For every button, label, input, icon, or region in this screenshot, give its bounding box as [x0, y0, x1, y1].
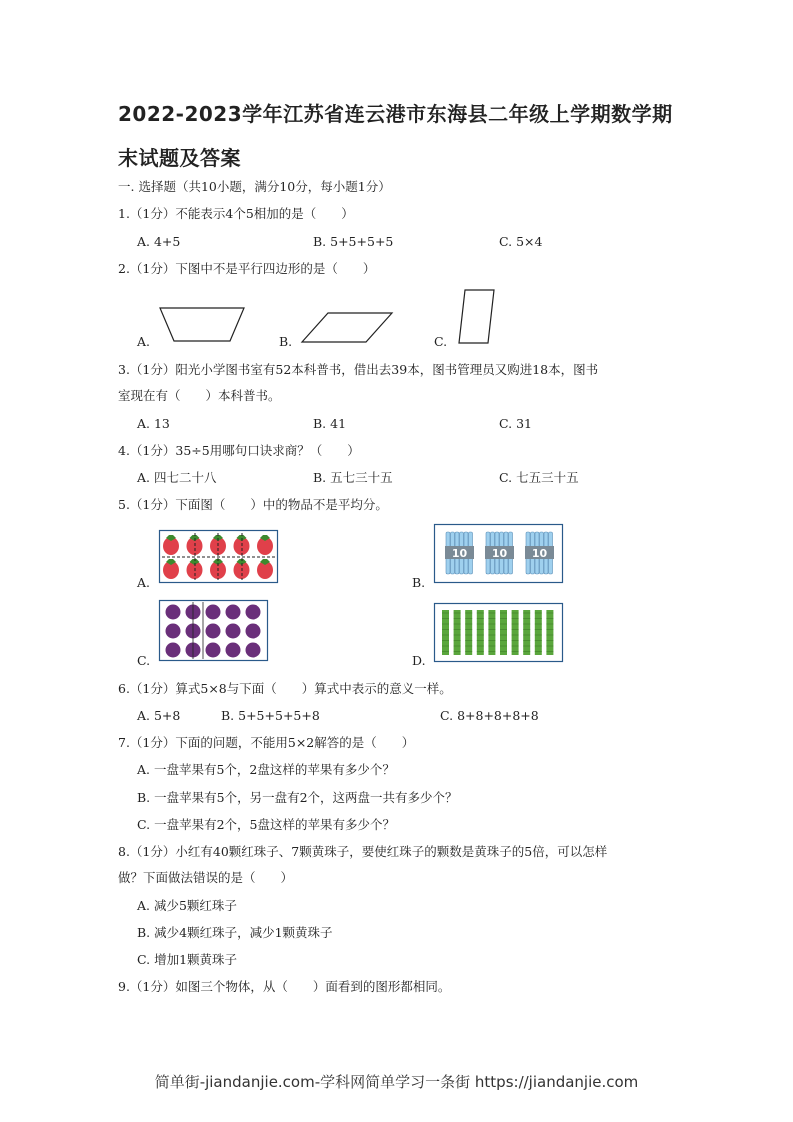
question-4-option-c: C. 七五三十五 — [499, 470, 579, 485]
question-4-option-b: B. 五七三十五 — [313, 470, 393, 485]
question-4-stem: 4.（1分）35÷5用哪句口诀求商？（ ） — [118, 443, 360, 458]
green-stick-icon — [465, 610, 472, 655]
question-2-label-b: B. — [279, 334, 293, 349]
green-stick-icon — [546, 610, 553, 655]
question-5-label-a: A. — [137, 575, 151, 590]
purple-dot-icon — [246, 624, 261, 639]
question-3-option-c: C. 31 — [499, 416, 532, 431]
parallelogram-shape — [300, 310, 395, 345]
bundle-label: 10 — [491, 547, 508, 560]
stick-bundles-figure — [434, 524, 564, 584]
purple-dot-icon — [226, 624, 241, 639]
question-6-option-b: B. 5+5+5+5+8 — [221, 708, 320, 723]
question-7-stem: 7.（1分）下面的问题，不能用5×2解答的是（ ） — [118, 735, 415, 750]
page-title: 2022-2023学年江苏省连云港市东海县二年级上学期数学期末试题及答案 — [118, 102, 673, 170]
purple-dot-icon — [166, 643, 181, 658]
question-1-option-c: C. 5×4 — [499, 234, 543, 249]
purple-dot-icon — [166, 605, 181, 620]
green-stick-icon — [477, 610, 484, 655]
strawberries-figure — [159, 530, 279, 584]
question-4-option-a: A. 四七二十八 — [137, 470, 217, 485]
purple-dot-icon — [226, 643, 241, 658]
green-stick-icon — [488, 610, 495, 655]
purple-dots-figure — [159, 600, 269, 662]
question-1-option-a: A. 4+5 — [137, 234, 181, 249]
purple-dot-icon — [206, 605, 221, 620]
section-heading: 一. 选择题（共10小题，满分10分，每小题1分） — [118, 179, 391, 194]
question-8-option-a: A. 减少5颗红珠子 — [137, 898, 237, 913]
question-8-stem-line1: 8.（1分）小红有40颗红珠子、7颗黄珠子，要使红珠子的颗数是黄珠子的5倍，可以怎样 — [118, 844, 608, 859]
question-6-option-c: C. 8+8+8+8+8 — [440, 708, 539, 723]
purple-dot-icon — [166, 624, 181, 639]
question-5-label-d: D. — [412, 653, 426, 668]
purple-dot-icon — [206, 624, 221, 639]
bundle-label: 10 — [531, 547, 548, 560]
question-2-stem: 2.（1分）下图中不是平行四边形的是（ ） — [118, 261, 376, 276]
question-1-stem: 1.（1分）不能表示4个5相加的是（ ） — [118, 206, 354, 221]
question-8-stem-line2: 做？下面做法错误的是（ ） — [118, 870, 294, 885]
question-9-stem: 9.（1分）如图三个物体，从（ ）面看到的图形都相同。 — [118, 979, 451, 994]
green-stick-icon — [442, 610, 449, 655]
stick-bundle-icon — [485, 532, 514, 574]
question-1-option-b: B. 5+5+5+5 — [313, 234, 394, 249]
question-3-stem-line2: 室现在有（ ）本科普书。 — [118, 388, 281, 403]
question-8-option-c: C. 增加1颗黄珠子 — [137, 952, 238, 967]
green-stick-icon — [523, 610, 530, 655]
tall-parallelogram-shape — [456, 287, 498, 347]
bundle-label: 10 — [451, 547, 468, 560]
question-5-stem: 5.（1分）下面图（ ）中的物品不是平均分。 — [118, 497, 388, 512]
question-6-stem: 6.（1分）算式5×8与下面（ ）算式中表示的意义一样。 — [118, 681, 452, 696]
purple-dot-icon — [226, 605, 241, 620]
question-2-label-c: C. — [434, 334, 448, 349]
trapezoid-shape — [158, 305, 248, 345]
question-3-stem-line1: 3.（1分）阳光小学图书室有52本科普书，借出去39本，图书管理员又购进18本，图书 — [118, 362, 599, 377]
page-footer: 简单街-jiandanjie.com-学科网简单学习一条街 https://jiandanjie.com — [154, 1073, 639, 1091]
purple-dot-icon — [246, 643, 261, 658]
green-stick-icon — [512, 610, 519, 655]
question-7-option-c: C. 一盘苹果有2个，5盘这样的苹果有多少个？ — [137, 817, 395, 832]
question-7-option-b: B. 一盘苹果有5个，另一盘有2个，这两盘一共有多少个？ — [137, 790, 458, 805]
question-3-option-a: A. 13 — [137, 416, 170, 431]
green-sticks-figure — [434, 603, 564, 663]
question-5-label-b: B. — [412, 575, 426, 590]
green-stick-icon — [500, 610, 507, 655]
green-stick-icon — [535, 610, 542, 655]
question-8-option-b: B. 减少4颗红珠子，减少1颗黄珠子 — [137, 925, 333, 940]
question-3-option-b: B. 41 — [313, 416, 347, 431]
question-6-option-a: A. 5+8 — [137, 708, 181, 723]
stick-bundle-icon — [525, 532, 554, 574]
purple-dot-icon — [246, 605, 261, 620]
question-5-label-c: C. — [137, 653, 151, 668]
purple-dot-icon — [206, 643, 221, 658]
question-7-option-a: A. 一盘苹果有5个，2盘这样的苹果有多少个？ — [137, 762, 395, 777]
stick-bundle-icon — [445, 532, 474, 574]
green-stick-icon — [454, 610, 461, 655]
question-2-label-a: A. — [137, 334, 151, 349]
